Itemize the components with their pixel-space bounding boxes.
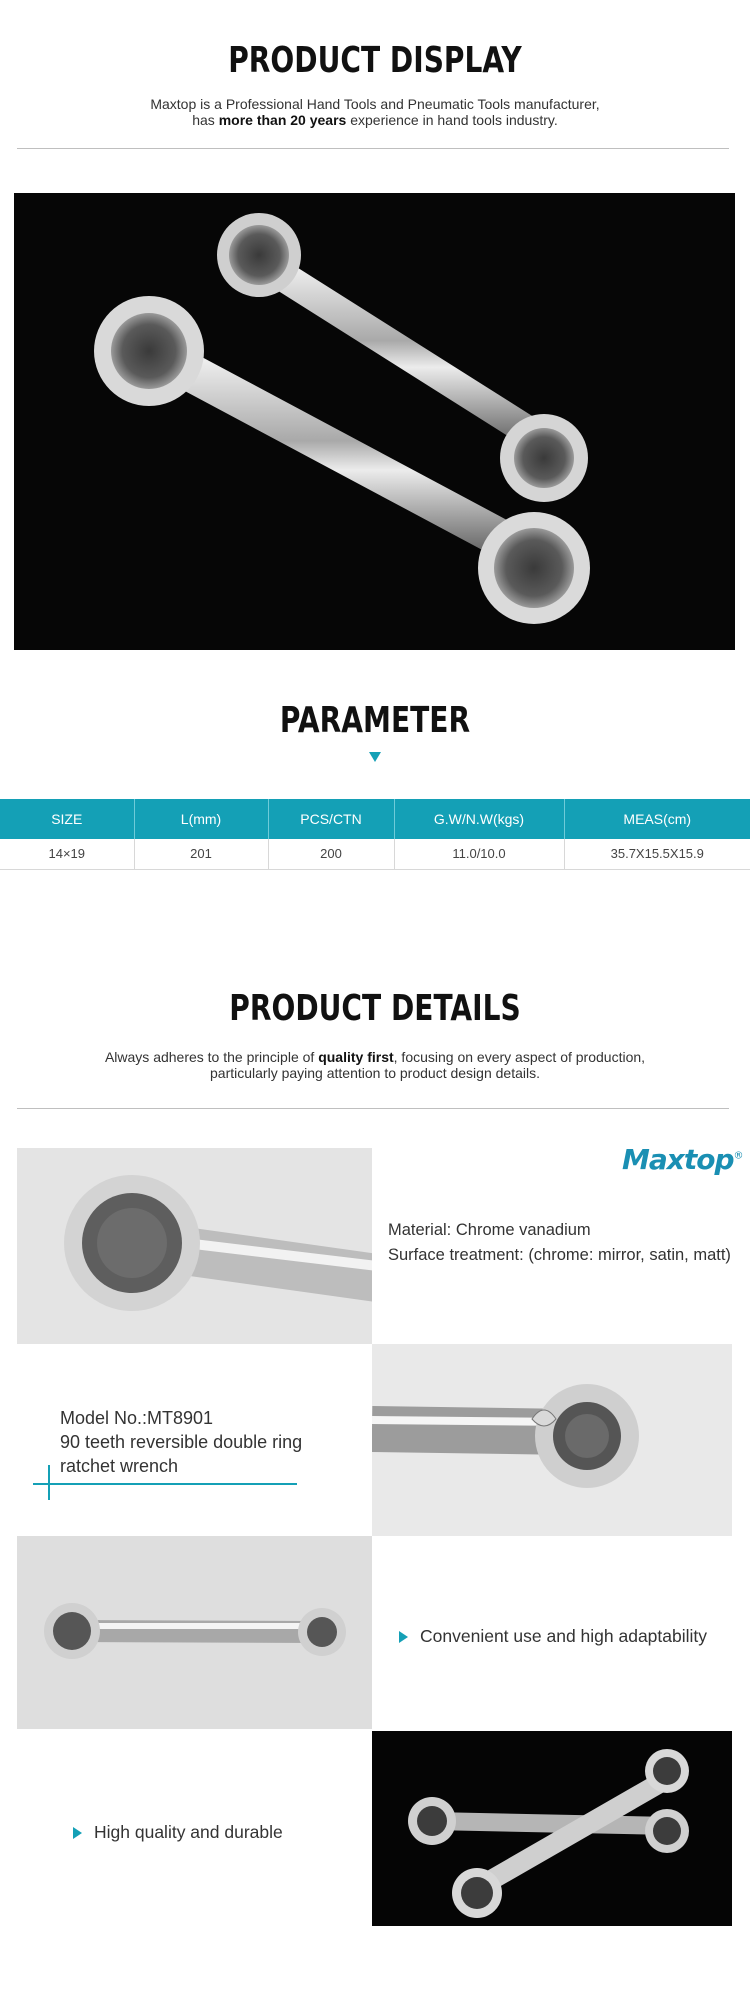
feature-durable-text: High quality and durable	[94, 1822, 283, 1842]
closeup-ring-photo	[17, 1148, 372, 1344]
parameter-table	[0, 799, 750, 870]
parameter-title: PARAMETER	[279, 700, 471, 741]
cell-weight: 11.0/10.0	[394, 839, 564, 869]
ring-end-photo	[17, 1148, 372, 1344]
model-desc-line1: 90 teeth reversible double ring	[60, 1432, 303, 1452]
display-intro-line1: Maxtop is a Professional Hand Tools and Pneumatic Tools manufacturer,	[150, 96, 600, 112]
accent-line-vertical	[48, 1465, 50, 1500]
material-spec	[388, 1218, 731, 1268]
surface-text: Surface treatment: (chrome: mirror, satin, matt)	[388, 1246, 731, 1264]
table-row	[0, 839, 750, 869]
crossed-wrenches-photo	[372, 1731, 732, 1926]
feature-durable	[73, 1822, 283, 1843]
product-display-title: PRODUCT DISPLAY	[228, 40, 522, 81]
details-divider	[17, 1108, 729, 1109]
display-divider	[17, 148, 729, 149]
cell-length: 201	[134, 839, 268, 869]
feature-adaptability-text: Convenient use and high adaptability	[420, 1626, 708, 1646]
bullet-triangle-icon	[399, 1631, 408, 1643]
closeup-ratchet-photo	[372, 1344, 732, 1536]
product-details-title: PRODUCT DETAILS	[229, 988, 521, 1029]
hero-product-photo	[14, 193, 735, 650]
cell-size: 14×19	[0, 839, 134, 869]
cell-pcs-ctn: 200	[268, 839, 394, 869]
details-intro-bold: quality first	[318, 1049, 394, 1065]
header-weight: G.W/N.W(kgs)	[394, 799, 564, 839]
model-number: Model No.:MT8901	[60, 1408, 214, 1428]
parameter-down-arrow-icon	[369, 752, 381, 762]
feature-adaptability	[399, 1626, 707, 1647]
full-wrench-image	[17, 1536, 372, 1729]
ratchet-end-photo	[372, 1344, 732, 1536]
model-desc-line2: ratchet wrench	[60, 1456, 179, 1476]
header-pcs-ctn: PCS/CTN	[268, 799, 394, 839]
material-text: Material: Chrome vanadium	[388, 1221, 591, 1239]
accent-line-horizontal	[33, 1483, 297, 1485]
display-intro	[0, 96, 750, 128]
display-intro-bold: more than 20 years	[218, 112, 347, 128]
details-intro	[0, 1049, 750, 1081]
bullet-triangle-icon	[73, 1827, 82, 1839]
display-intro-line2: has more than 20 years experience in hand tools industry.	[192, 112, 558, 128]
maxtop-logo: Maxtop®	[622, 1143, 743, 1176]
wrench-pair-photo	[14, 193, 735, 650]
crossed-wrenches-image	[372, 1731, 732, 1926]
details-intro-line2: particularly paying attention to product design details.	[210, 1065, 540, 1081]
details-intro-line1: Always adheres to the principle of quality first, focusing on every aspect of production,	[104, 1049, 646, 1065]
parameter-header-row	[0, 799, 750, 839]
header-size: SIZE	[0, 799, 134, 839]
header-length: L(mm)	[134, 799, 268, 839]
cell-meas: 35.7X15.5X15.9	[564, 839, 750, 869]
full-wrench-photo	[17, 1536, 372, 1729]
model-info	[60, 1406, 302, 1478]
header-meas: MEAS(cm)	[564, 799, 750, 839]
